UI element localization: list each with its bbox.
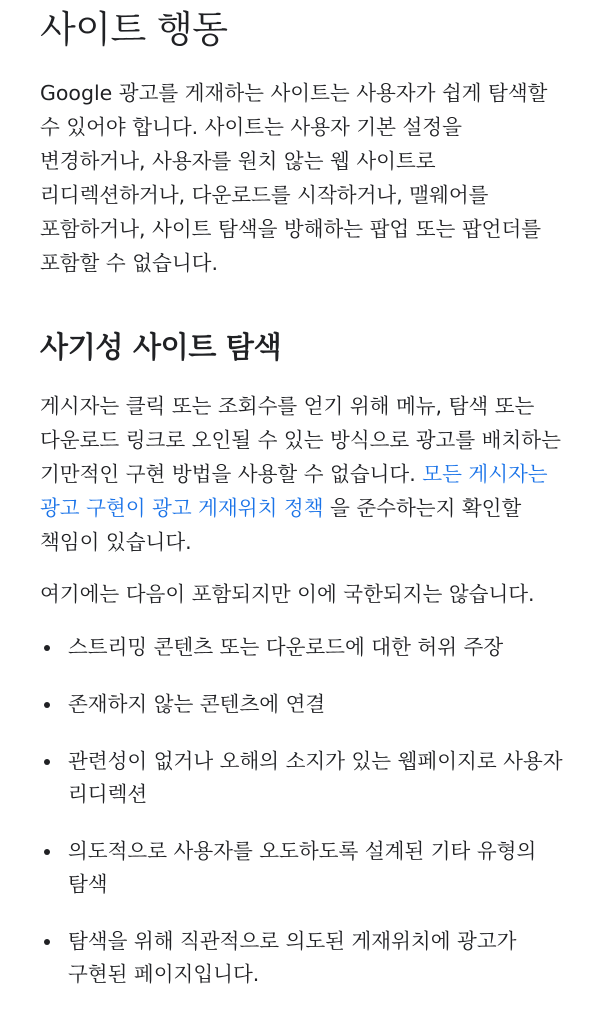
bullet-icon [44, 702, 50, 708]
list-item [40, 745, 568, 811]
list-item [40, 925, 568, 991]
deceptive-navigation-paragraph [40, 389, 568, 559]
examples-list [40, 631, 568, 991]
paragraph-text-start: 게시자는 클릭 또는 조회수를 얻기 위해 메뉴, 탐색 또는 다운로드 링크로 오인될 수 있는 방식으로 광고를 배치하는 기만적인 구현 방법을 사용할 수 없습니다. [40, 394, 561, 486]
bullet-icon [44, 939, 50, 945]
list-item [40, 835, 568, 901]
list-item [40, 688, 568, 721]
list-item-text: 관련성이 없거나 오해의 소지가 있는 웹페이지로 사용자 리디렉션 [68, 749, 563, 806]
list-intro: 여기에는 다음이 포함되지만 이에 국한되지는 않습니다. [40, 582, 535, 606]
list-item-text: 스트리밍 콘텐츠 또는 다운로드에 대한 허위 주장 [68, 635, 504, 659]
list-item-text: 존재하지 않는 콘텐츠에 연결 [68, 692, 326, 716]
ad-placement-policy-link[interactable]: 모든 게시자는 광고 구현이 광고 게재위치 정책 [40, 462, 548, 520]
list-item [40, 631, 568, 664]
site-behavior-paragraph: Google 광고를 게재하는 사이트는 사용자가 쉽게 탐색할 수 있어야 합니다. 사이트는 사용자 기본 설정을 변경하거나, 사용자를 원치 않는 웹 사이트로 리디렉션하거나, 다운로드를 시작하거나, 맬웨어를 포함하거나, 사이트 탐색을 방해하는 팝업 또는 팝언더를 포함할 수 없습니다. [40, 81, 548, 275]
bullet-icon [44, 849, 50, 855]
section-title-site-behavior: 사이트 행동 [40, 8, 228, 51]
list-item-text: 의도적으로 사용자를 오도하도록 설계된 기타 유형의 탐색 [68, 839, 537, 896]
policy-content [40, 0, 568, 1015]
bullet-icon [44, 645, 50, 651]
section-title-deceptive-navigation: 사기성 사이트 탐색 [40, 330, 282, 364]
paragraph-text-end: 을 준수하는지 확인할 책임이 있습니다. [40, 496, 522, 554]
bullet-icon [44, 759, 50, 765]
list-item-text: 탐색을 위해 직관적으로 의도된 게재위치에 광고가 구현된 페이지입니다. [68, 929, 517, 986]
